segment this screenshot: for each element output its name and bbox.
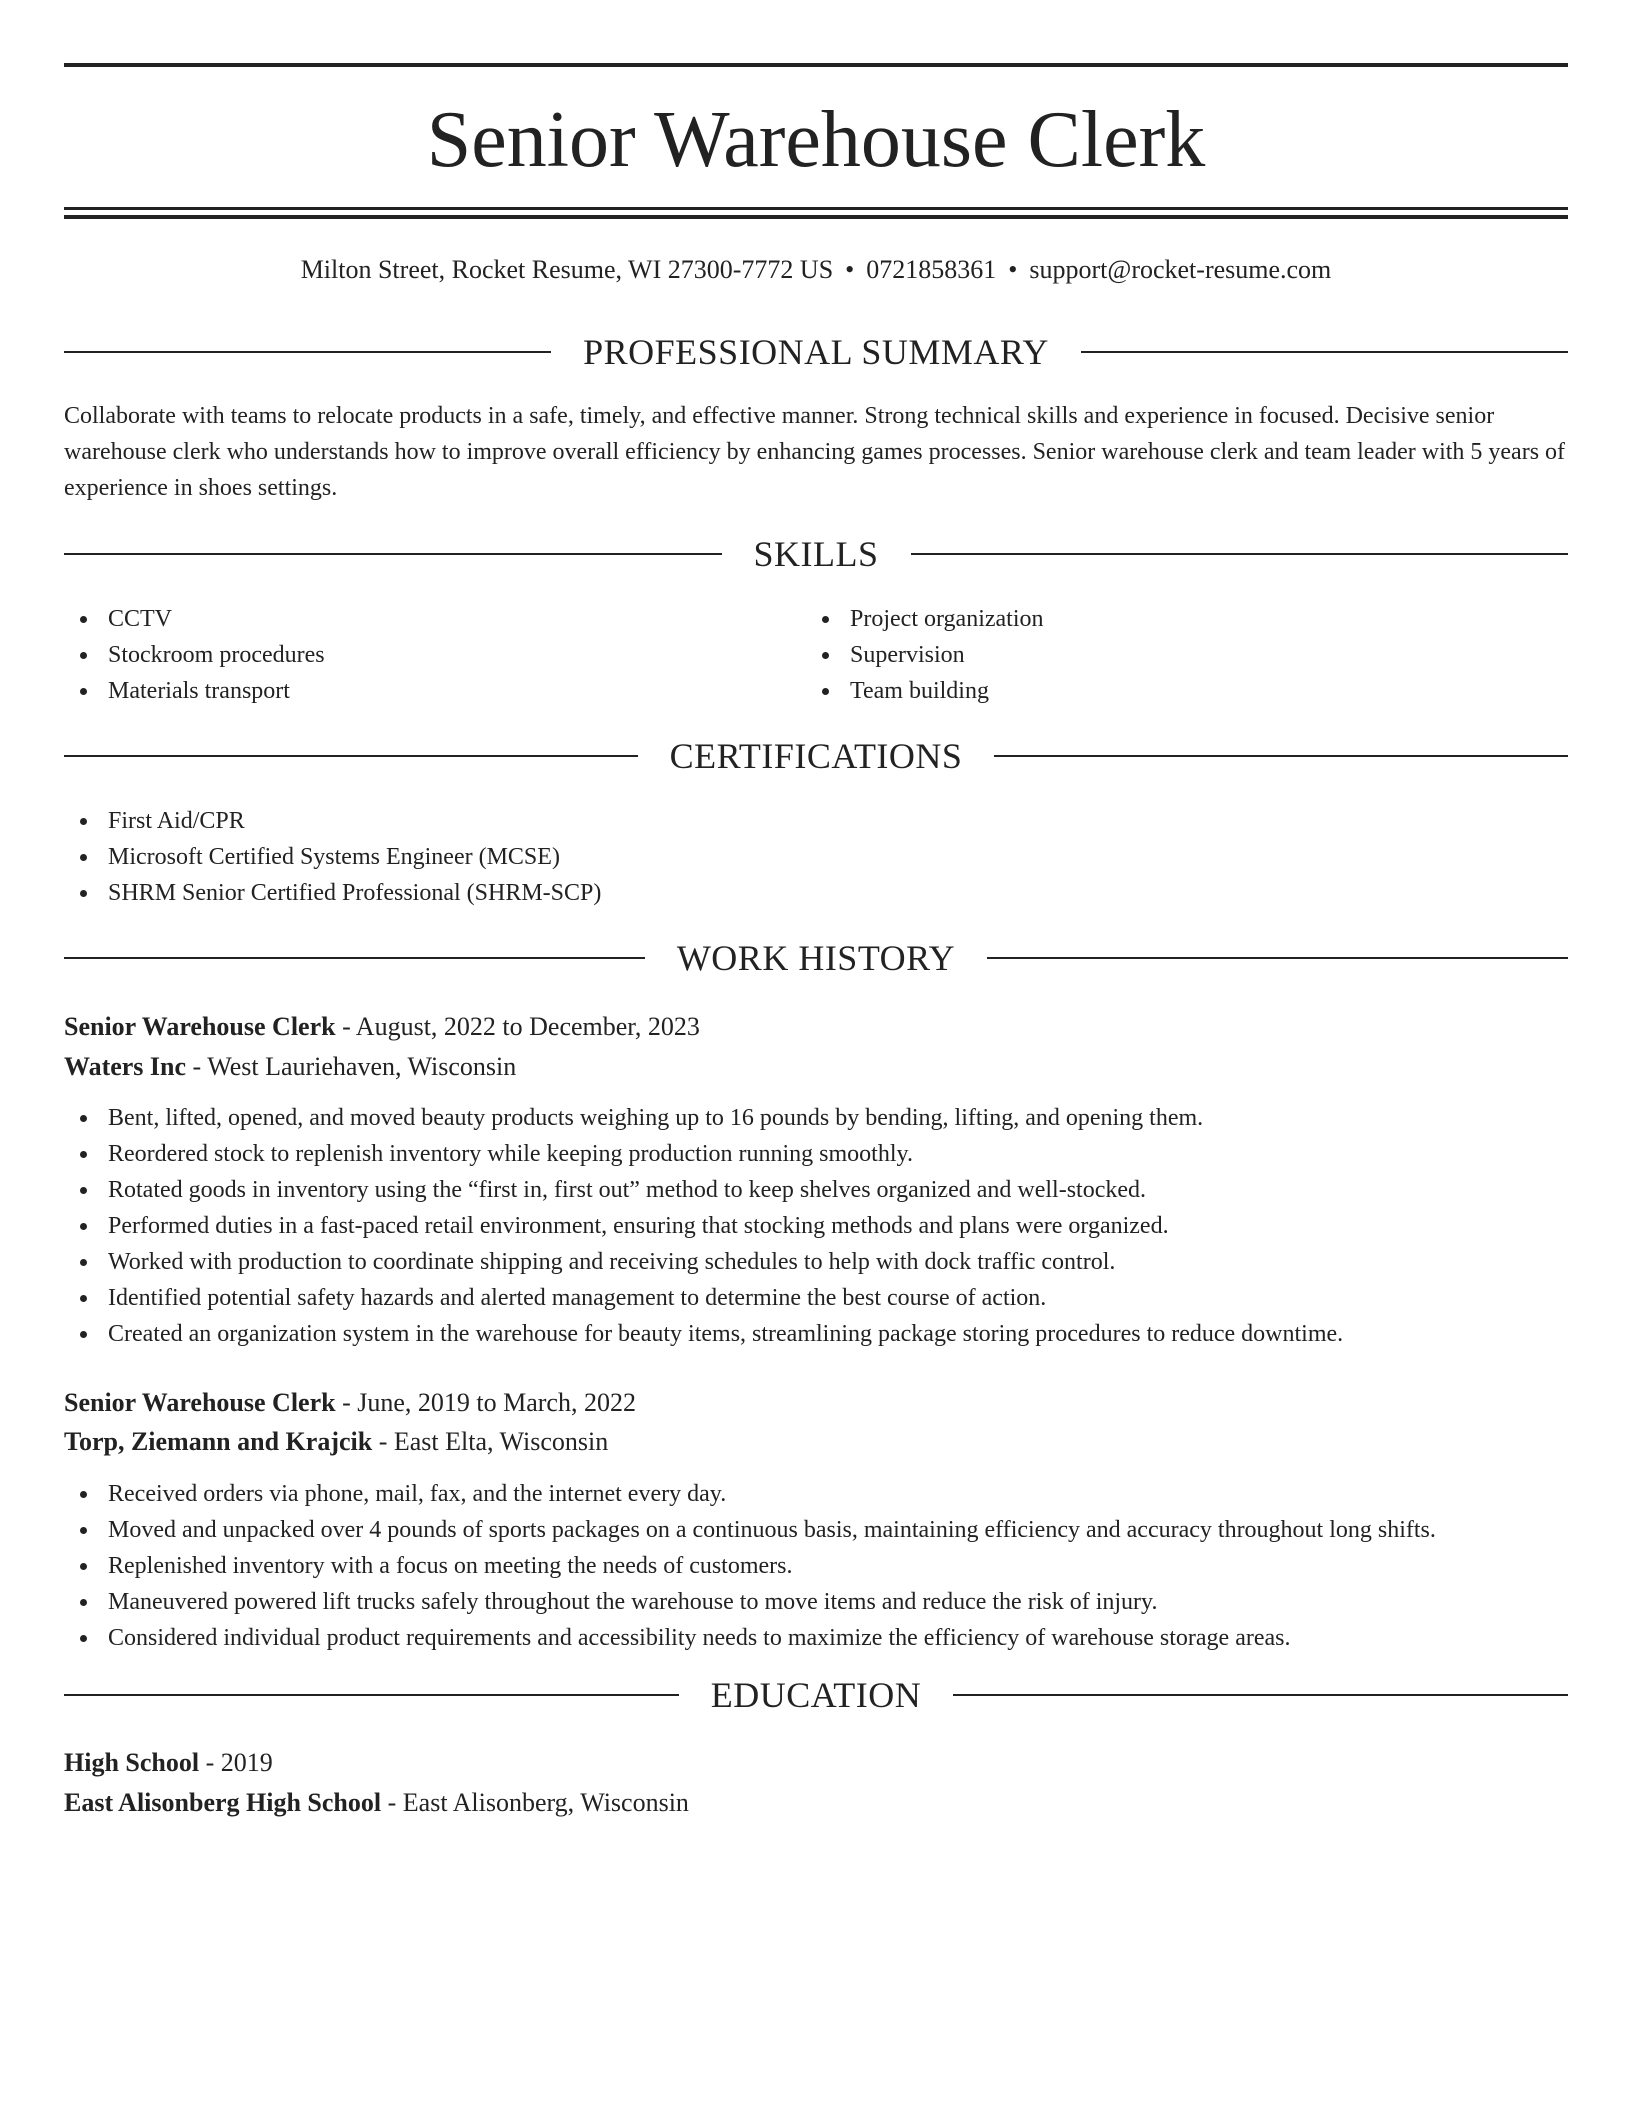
list-item: Replenished inventory with a focus on meeting the needs of customers. [64, 1548, 1568, 1584]
resume-title: Senior Warehouse Clerk [426, 96, 1206, 184]
summary-text: Collaborate with teams to relocate products in a safe, timely, and effective manner. Strong technical skills and experience in focused. Decisive senior warehouse clerk who understands how to improve overall efficiency by enhancing games processes. Senior warehouse clerk and team leader with 5 years of experience in shoes settings. [64, 403, 1566, 501]
list-item: Materials transport [64, 673, 764, 709]
skills-left-column [64, 601, 764, 709]
list-item: CCTV [64, 601, 764, 637]
education-degree-line [64, 1744, 1568, 1782]
list-item: Supervision [806, 637, 1506, 673]
job-dates: - August, 2022 to December, 2023 [335, 1012, 700, 1041]
job-title: Senior Warehouse Clerk [64, 1388, 336, 1417]
summary-heading [64, 330, 1568, 374]
heading-rule [987, 957, 1568, 959]
work-history-heading [64, 936, 1568, 980]
job-dates: - June, 2019 to March, 2022 [335, 1388, 636, 1417]
education-school-line [64, 1784, 1568, 1822]
list-item: Stockroom procedures [64, 637, 764, 673]
list-item: Microsoft Certified Systems Engineer (MCSE) [64, 839, 1568, 875]
list-item: Moved and unpacked over 4 pounds of sports packages on a continuous basis, maintaining efficiency and accuracy throughout long shifts. [64, 1512, 1568, 1548]
education-degree: High School [64, 1748, 200, 1777]
contact-phone: 0721858361 [866, 255, 997, 284]
skills-heading-text: SKILLS [753, 534, 879, 574]
contact-email[interactable]: support@rocket-resume.com [1029, 255, 1332, 284]
job-company-line [64, 1048, 1568, 1086]
education-school: East Alisonberg High School [64, 1788, 382, 1817]
heading-rule [64, 351, 551, 353]
contact-separator: • [1008, 255, 1018, 284]
list-item: Received orders via phone, mail, fax, and the internet every day. [64, 1476, 1568, 1512]
job-bullets [64, 1100, 1568, 1352]
heading-rule [64, 755, 638, 757]
contact-separator: • [845, 255, 855, 284]
certifications-list [64, 803, 1568, 911]
job-title: Senior Warehouse Clerk [64, 1012, 336, 1041]
job-location: - West Lauriehaven, Wisconsin [186, 1052, 517, 1081]
contact-line [64, 252, 1568, 288]
title-rule-upper [64, 207, 1568, 210]
list-item: Project organization [806, 601, 1506, 637]
heading-rule [64, 1694, 679, 1696]
list-item: Created an organization system in the warehouse for beauty items, streamlining package storing procedures to reduce downtime. [64, 1316, 1568, 1352]
education-year: - 2019 [199, 1748, 273, 1777]
list-item: Considered individual product requirements and accessibility needs to maximize the efficiency of warehouse storage areas. [64, 1620, 1568, 1656]
list-item: SHRM Senior Certified Professional (SHRM-SCP) [64, 875, 1568, 911]
skills-right-column [806, 601, 1506, 709]
heading-rule [911, 553, 1569, 555]
list-item: Maneuvered powered lift trucks safely throughout the warehouse to move items and reduce the risk of injury. [64, 1584, 1568, 1620]
list-item: Reordered stock to replenish inventory while keeping production running smoothly. [64, 1136, 1568, 1172]
skills-heading [64, 532, 1568, 576]
list-item: Team building [806, 673, 1506, 709]
job-title-line [64, 1008, 1568, 1046]
education-location: - East Alisonberg, Wisconsin [381, 1788, 689, 1817]
heading-rule [64, 553, 722, 555]
list-item: Identified potential safety hazards and alerted management to determine the best course of action. [64, 1280, 1568, 1316]
job-bullets [64, 1476, 1568, 1656]
contact-address: Milton Street, Rocket Resume, WI 27300-7772 US [300, 255, 834, 284]
education-heading-text: EDUCATION [710, 1675, 922, 1715]
list-item: First Aid/CPR [64, 803, 1568, 839]
job-company: Torp, Ziemann and Krajcik [64, 1427, 373, 1456]
list-item: Rotated goods in inventory using the “first in, first out” method to keep shelves organized and well-stocked. [64, 1172, 1568, 1208]
job-title-line [64, 1384, 1568, 1422]
list-item: Bent, lifted, opened, and moved beauty products weighing up to 16 pounds by bending, lifting, and opening them. [64, 1100, 1568, 1136]
list-item: Worked with production to coordinate shipping and receiving schedules to help with dock traffic control. [64, 1244, 1568, 1280]
education-heading [64, 1673, 1568, 1717]
top-rule [64, 63, 1568, 67]
work-history-heading-text: WORK HISTORY [676, 938, 956, 978]
heading-rule [64, 957, 645, 959]
heading-rule [953, 1694, 1568, 1696]
summary-heading-text: PROFESSIONAL SUMMARY [583, 332, 1049, 372]
list-item: Performed duties in a fast-paced retail environment, ensuring that stocking methods and plans were organized. [64, 1208, 1568, 1244]
heading-rule [1081, 351, 1568, 353]
certifications-heading [64, 734, 1568, 778]
certifications-heading-text: CERTIFICATIONS [669, 736, 963, 776]
job-company: Waters Inc [64, 1052, 187, 1081]
job-location: - East Elta, Wisconsin [372, 1427, 609, 1456]
job-company-line [64, 1423, 1568, 1461]
title-rule-lower [64, 215, 1568, 219]
heading-rule [994, 755, 1568, 757]
